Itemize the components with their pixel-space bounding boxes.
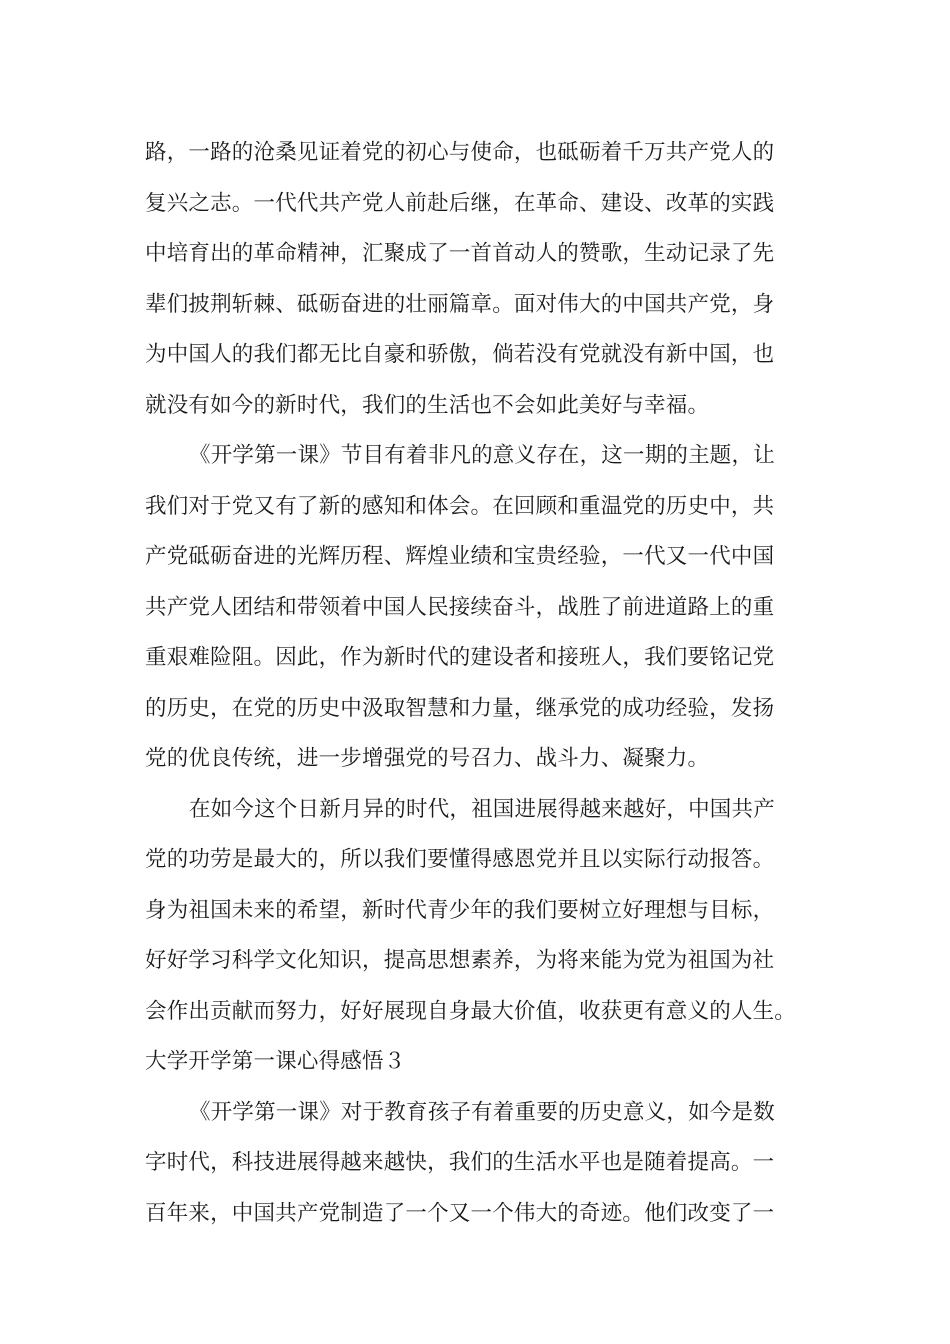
text-line: 《开学第一课》对于教育孩子有着重要的历史意义，如今是数	[189, 1099, 775, 1125]
text-line: 党的优良传统，进一步增强党的号召力、战斗力、凝聚力。	[145, 746, 710, 771]
paragraph-1	[145, 128, 813, 431]
text-line: 产党砥砺奋进的光辉历程、辉煌业绩和宝贵经验，一代又一代中国	[145, 544, 775, 569]
text-line: 重艰难险阻。因此，作为新时代的建设者和接班人，我们要铭记党	[145, 645, 775, 670]
text-line: 为中国人的我们都无比自豪和骄傲，倘若没有党就没有新中国，也	[145, 342, 775, 367]
text-line: 党的功劳是最大的，所以我们要懂得感恩党并且以实际行动报答。	[145, 847, 775, 872]
text-line: 字时代，科技进展得越来越快，我们的生活水平也是随着提高。一	[145, 1150, 775, 1175]
paragraph-2	[145, 431, 813, 785]
section-heading: 大学开学第一课心得感悟３	[145, 1049, 406, 1074]
text-line: 辈们披荆斩棘、砥砺奋进的壮丽篇章。面对伟大的中国共产党，身	[145, 291, 775, 317]
paragraph-4	[145, 1088, 813, 1240]
text-line: 的历史，在党的历史中汲取智慧和力量，继承党的成功经验，发扬	[145, 695, 775, 721]
text-line: 《开学第一课》节目有着非凡的意义存在，这一期的主题，让	[189, 443, 775, 468]
text-line: 会作出贡献而努力，好好展现自身最大价值，收获更有意义的人生。	[145, 998, 797, 1024]
paragraph-3	[145, 785, 813, 1038]
document-body	[145, 128, 813, 1239]
text-line: 路，一路的沧桑见证着党的初心与使命，也砥砺着千万共产党人的	[145, 140, 775, 165]
text-line: 我们对于党又有了新的感知和体会。在回顾和重温党的历史中，共	[145, 493, 775, 519]
text-line: 好好学习科学文化知识，提高思想素养，为将来能为党为祖国为社	[145, 948, 775, 973]
text-line: 身为祖国未来的希望，新时代青少年的我们要树立好理想与目标，	[145, 897, 775, 923]
text-line: 就没有如今的新时代，我们的生活也不会如此美好与幸福。	[145, 392, 710, 418]
text-line: 在如今这个日新月异的时代，祖国进展得越来越好，中国共产	[189, 796, 775, 822]
text-line: 复兴之志。一代代共产党人前赴后继，在革命、建设、改革的实践	[145, 190, 775, 216]
text-line: 百年来，中国共产党制造了一个又一个伟大的奇迹。他们改变了一	[145, 1200, 775, 1226]
text-line: 中培育出的革命精神，汇聚成了一首首动人的赞歌，生动记录了先	[145, 241, 775, 266]
text-line: 共产党人团结和带领着中国人民接续奋斗，战胜了前进道路上的重	[145, 594, 775, 620]
